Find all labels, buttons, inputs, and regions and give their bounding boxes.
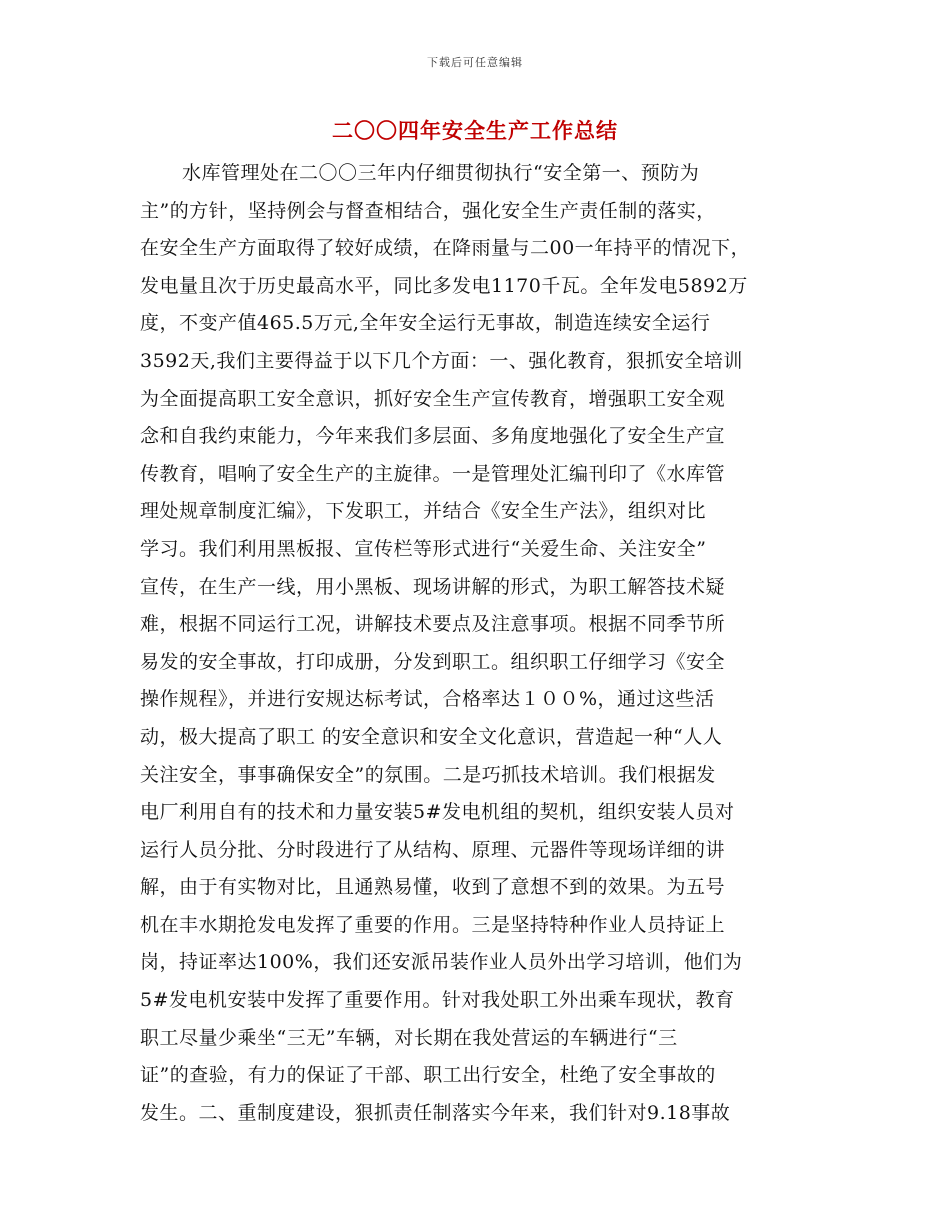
body-line: 为全面提高职工安全意识，抓好安全生产宣传教育，增强职工安全观 [140, 387, 726, 410]
body-line: 理处规章制度汇编》，下发职工，并结合《安全生产法》，组织对比 [140, 500, 707, 523]
body-line: 学习。我们利用黑板报、宣传栏等形式进行“关爱生命、关注安全” [140, 537, 707, 560]
body-line: 岗，持证率达100%，我们还安派吊装作业人员外出学习培训，他们为 [140, 951, 743, 974]
body-line: 证”的查验，有力的保证了干部、职工出行安全，杜绝了安全事故的 [140, 1064, 716, 1087]
document-title: 二〇〇四年安全生产工作总结 [332, 118, 618, 143]
body-line: 念和自我约束能力，今年来我们多层面、多角度地强化了安全生产宣 [140, 425, 726, 448]
body-line: 职工尽量少乘坐“三无”车辆，对长期在我处营运的车辆进行“三 [140, 1026, 678, 1049]
body-line: 动，极大提高了职工 的安全意识和安全文化意识，营造起一种“人人 [140, 725, 723, 748]
body-line: 易发的安全事故，打印成册，分发到职工。组织职工仔细学习《安全 [140, 650, 726, 673]
body-line: 在安全生产方面取得了较好成绩，在降雨量与二00一年持平的情况下， [140, 237, 751, 260]
body-line: 解，由于有实物对比，且通熟易懂，收到了意想不到的效果。为五号 [140, 876, 726, 899]
body-line: 操作规程》，并进行安规达标考试，合格率达１００%，通过这些活 [140, 688, 715, 711]
body-line: 3592天,我们主要得益于以下几个方面：一、强化教育，狠抓安全培训 [140, 349, 743, 372]
body-line: 难，根据不同运行工况，讲解技术要点及注意事项。根据不同季节所 [140, 613, 726, 636]
body-line: 水库管理处在二〇〇三年内仔细贯彻执行“安全第一、预防为 [182, 162, 700, 184]
document-body [140, 155, 812, 1132]
body-line: 传教育，唱响了安全生产的主旋律。一是管理处汇编刊印了《水库管 [140, 462, 726, 485]
body-line: 机在丰水期抢发电发挥了重要的作用。三是坚持特种作业人员持证上 [140, 913, 726, 936]
header-note: 下载后可任意编辑 [427, 56, 523, 69]
body-line: 5#发电机安装中发挥了重要作用。针对我处职工外出乘车现状，教育 [140, 989, 735, 1012]
body-line: 主”的方针，坚持例会与督查相结合，强化安全生产责任制的落实， [140, 199, 716, 222]
body-line: 度，不变产值465.5万元,全年安全运行无事故，制造连续安全运行 [140, 312, 711, 335]
body-line: 电厂利用自有的技术和力量安装5#发电机组的契机，组织安装人员对 [140, 801, 735, 824]
body-line: 宣传，在生产一线，用小黑板、现场讲解的形式，为职工解答技术疑 [140, 575, 726, 598]
body-line: 发电量且次于历史最高水平，同比多发电1170千瓦。全年发电5892万 [140, 274, 748, 297]
body-line: 发生。二、重制度建设，狠抓责任制落实今年来，我们针对9.18事故 [140, 1101, 731, 1124]
body-line: 运行人员分批、分时段进行了从结构、原理、元器件等现场详细的讲 [140, 838, 726, 861]
body-line: 关注安全，事事确保安全”的氛围。二是巧抓技术培训。我们根据发 [140, 763, 716, 786]
